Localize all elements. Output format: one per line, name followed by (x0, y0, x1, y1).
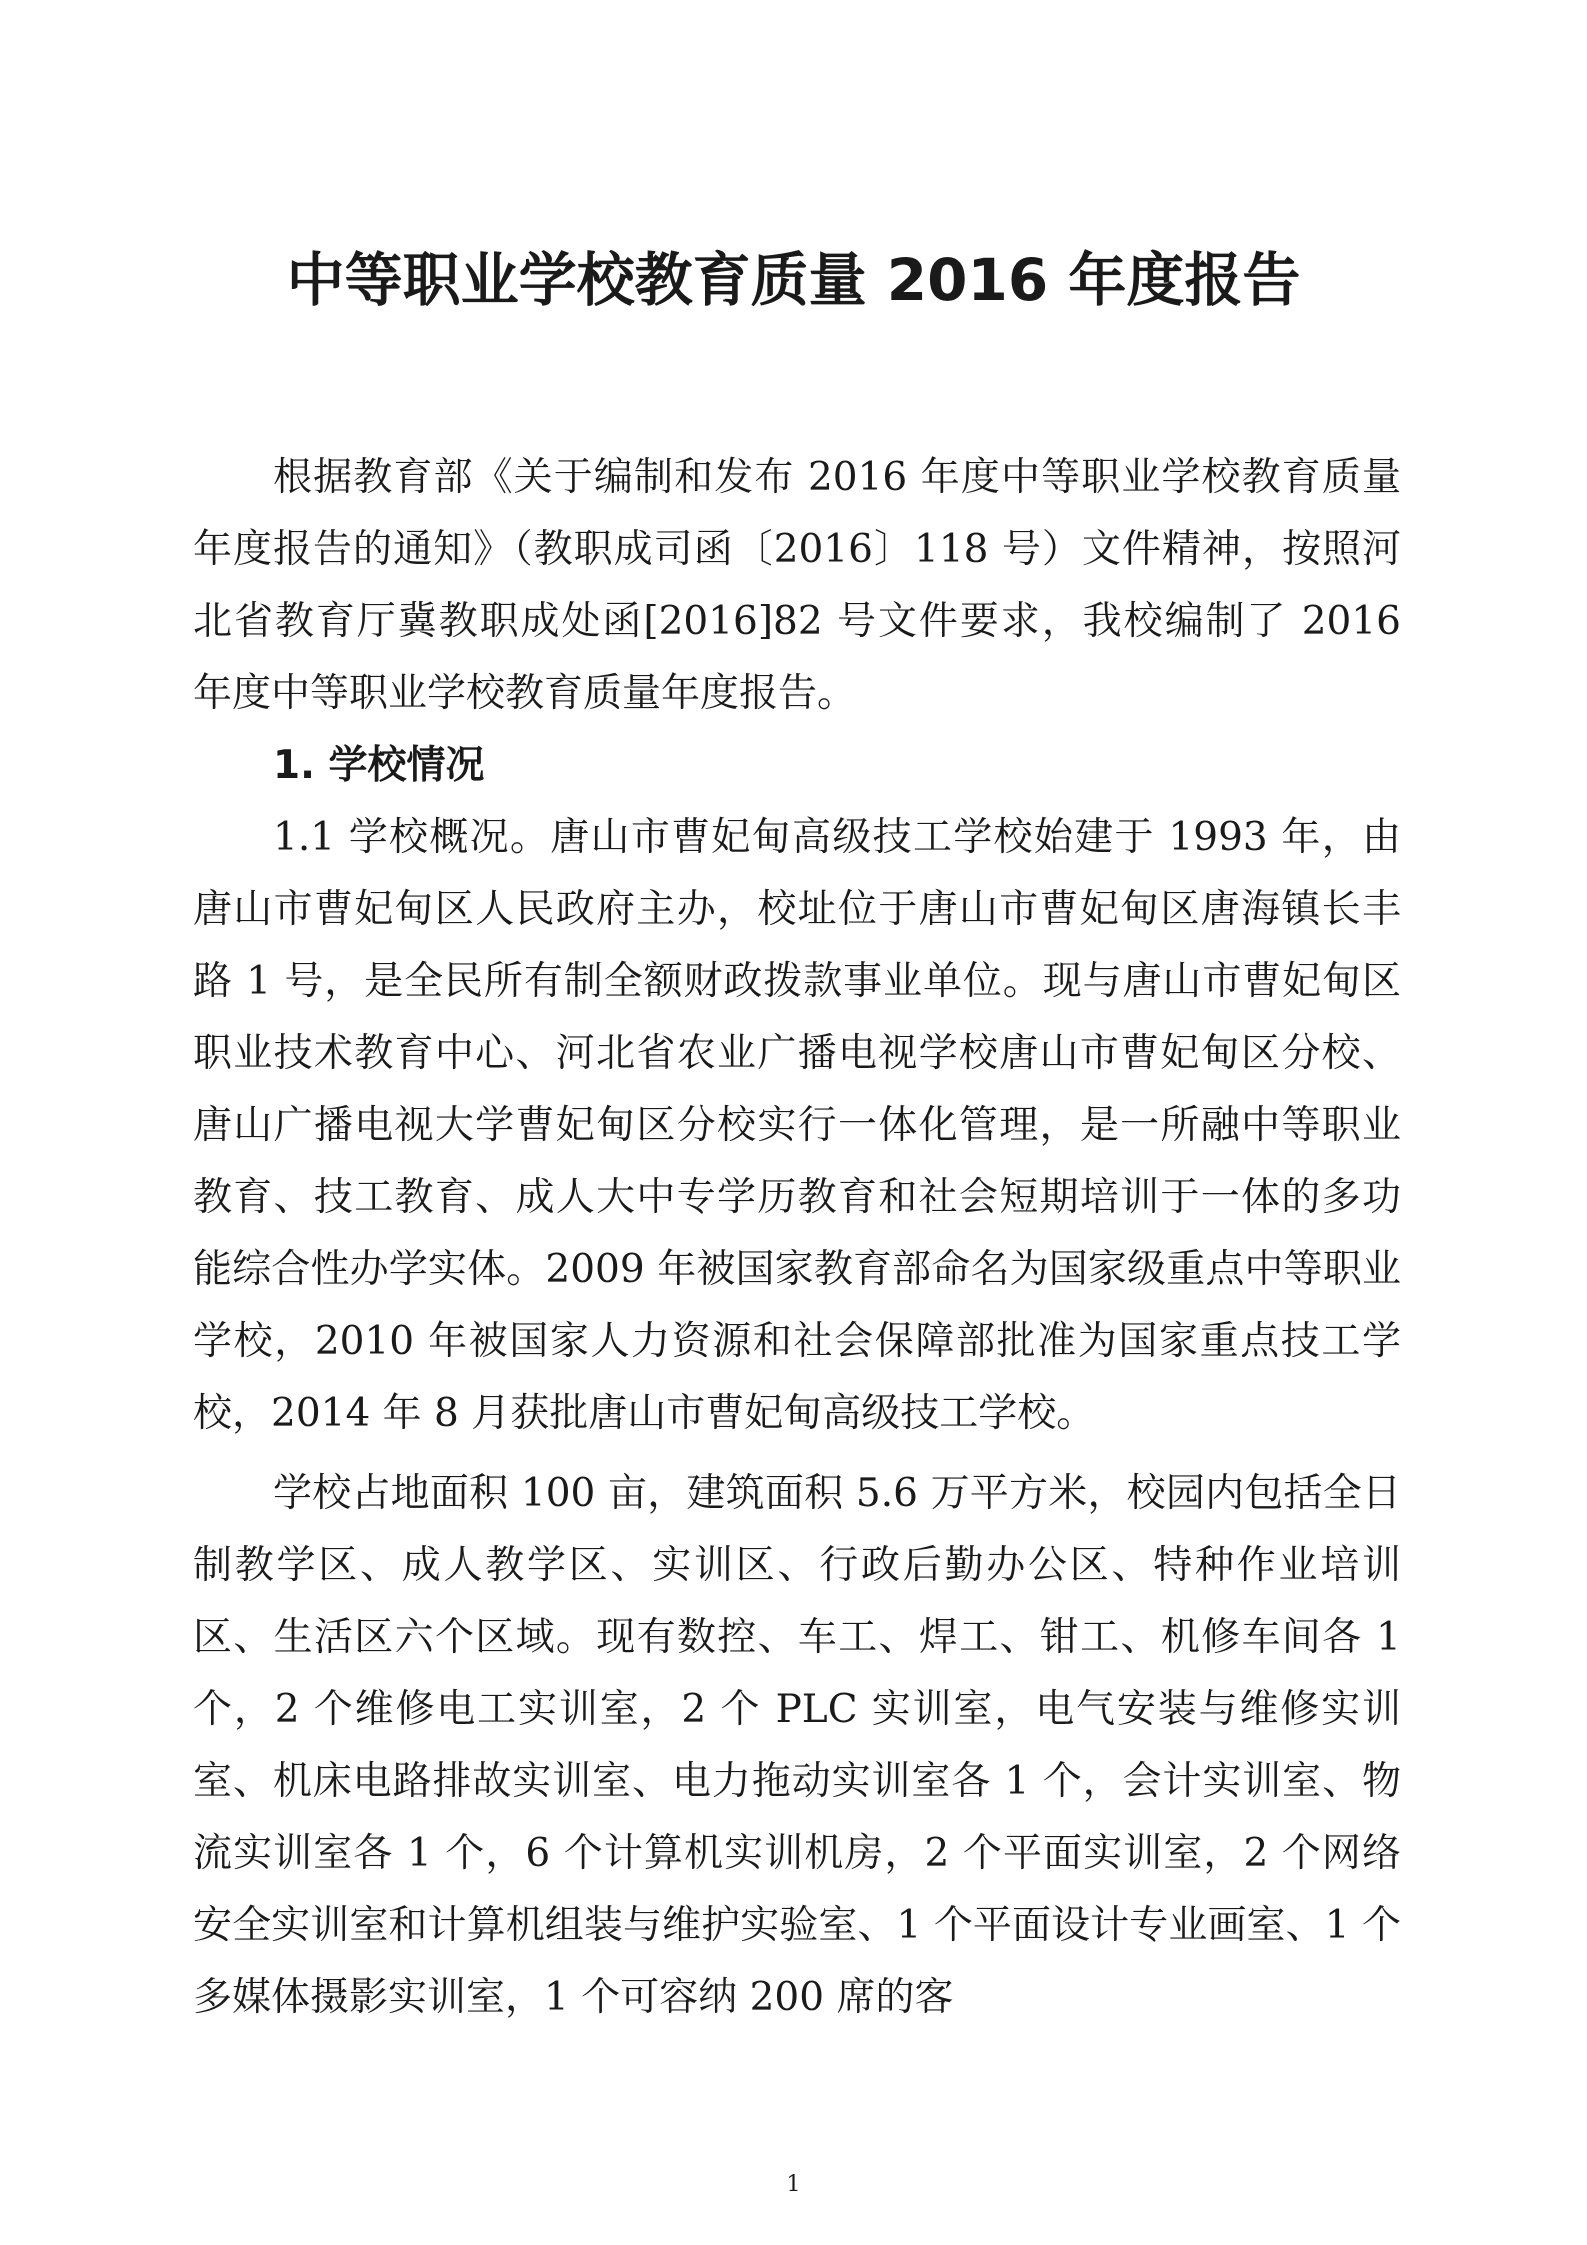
school-overview-paragraph: 1.1 学校概况。唐山市曹妃甸高级技工学校始建于 1993 年，由唐山市曹妃甸区人民政府主办，校址位于唐山市曹妃甸区唐海镇长丰路 1 号，是全民所有制全额财政拨款事业单位。现与唐山市曹妃甸区职业技术教育中心、河北省农业广播电视学校唐山市曹妃甸区分校、唐山广播电视大学曹妃甸区分校实行一体化管理，是一所融中等职业教育、技工教育、成人大中专学历教育和社会短期培训于一体的多功能综合性办学实体。2009 年被国家教育部命名为国家级重点中等职业学校，2010 年被国家人力资源和社会保障部批准为国家重点技工学校，2014 年 8 月获批唐山市曹妃甸高级技工学校。 (193, 815, 1401, 1436)
section-heading: 1. 学校情况 (273, 743, 485, 788)
page-number: 1 (786, 2172, 801, 2197)
campus-facilities-paragraph: 学校占地面积 100 亩，建筑面积 5.6 万平方米，校园内包括全日制教学区、成人教学区、实训区、行政后勤办公区、特种作业培训区、生活区六个区域。现有数控、车工、焊工、钳工、机修车间各 1 个，2 个维修电工实训室，2 个 PLC 实训室，电气安装与维修实训室、机床电路排故实训室、电力拖动实训室各 1 个，会计实训室、物流实训室各 1 个，6 个计算机实训机房，2 个平面实训室，2 个网络安全实训室和计算机组装与维护实验室、1 个平面设计专业画室、1 个多媒体摄影实训室，1 个可容纳 200 席的客 (193, 1471, 1401, 2020)
intro-paragraph: 根据教育部《关于编制和发布 2016 年度中等职业学校教育质量年度报告的通知》（教职成司函〔2016〕118 号）文件精神，按照河北省教育厅冀教职成处函[2016]82 号文件要求，我校编制了 2016 年度中等职业学校教育质量年度报告。 (193, 455, 1401, 716)
document-body (193, 442, 1401, 2034)
paragraph-spacer (193, 1450, 1401, 1458)
page-title: 中等职业学校教育质量 2016 年度报告 (286, 246, 1301, 314)
